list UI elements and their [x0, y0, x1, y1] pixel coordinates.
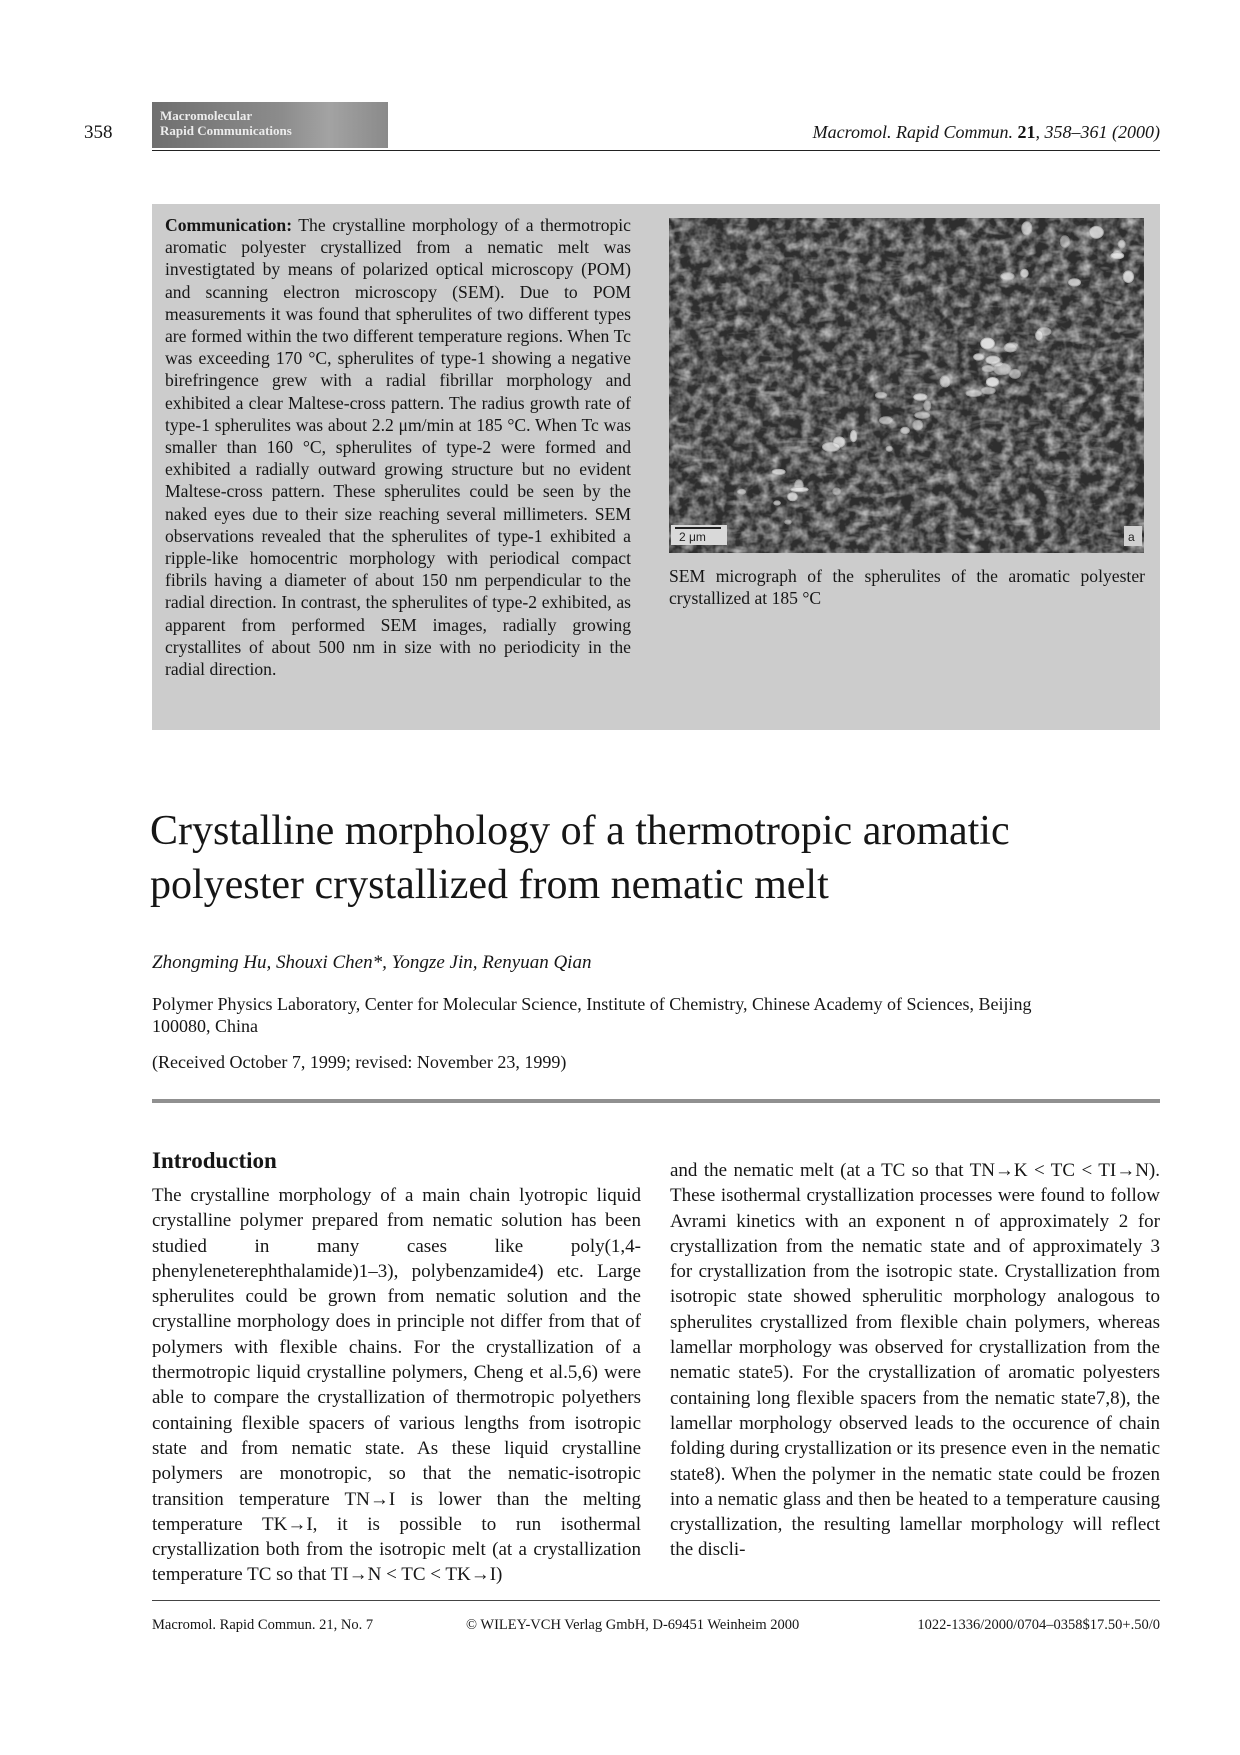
abstract-label: Communication: — [165, 215, 293, 235]
abstract-text — [165, 214, 631, 680]
sem-particle — [914, 394, 927, 401]
sem-particle — [823, 443, 840, 452]
sem-particle — [901, 427, 910, 433]
sem-particle — [833, 488, 841, 495]
sem-particle — [966, 390, 981, 397]
sem-particle — [1118, 240, 1125, 248]
introduction-right-column: and the nematic melt (at a TC so that TN→K < TC < TI→N). These isothermal crystallization processes were found to follow Avrami kinetics with an exponent n of approximately 2 for crystallization from the nematic state and of approximately 3 for crystallization from the isotropic state. Crystallization from isotropic state showed spherulitic morphology analogous to spherulites crystallized from flexible chain polymers, whereas lamellar morphology was observed for crystallization from the nematic state5). For the crystallization of aromatic polyesters containing long flexible spacers from the nematic state7,8), the lamellar morphology observed leads to the occurence of chain folding during crystallization or its presence even in the nematic state8). When the polymer in the nematic state could be frozen into a nematic glass and then be heated to a temperature causing crystallization, the resulting lamellar morphology will reflect the discli- — [670, 1160, 1160, 1561]
sem-particle — [981, 387, 995, 394]
sem-particle — [924, 401, 931, 411]
sem-particle — [940, 376, 950, 387]
footer-citation: Macromol. Rapid Commun. 21, No. 7 — [152, 1617, 374, 1633]
footer-rule — [152, 1600, 1160, 1601]
received-dates: (Received October 7, 1999; revised: November 23, 1999) — [152, 1052, 567, 1072]
sem-particle — [1036, 331, 1043, 341]
sem-particle — [986, 378, 998, 387]
footer-copyright: © WILEY-VCH Verlag GmbH, D-69451 Weinheim 2000 — [466, 1617, 800, 1633]
logo-line-2: Rapid Communications — [160, 123, 292, 138]
panel-label: a — [1128, 530, 1135, 544]
sem-particle — [913, 420, 923, 430]
sem-particle — [1004, 343, 1016, 352]
introduction-left-column: The crystalline morphology of a main chain lyotropic liquid crystalline polymer prepared from nematic solution has been studied in many cases like poly(1,4-phenyleneterephthalamide)1–3), polybenzamide4) etc. Large spherulites could be grown from nematic solution and the crystalline morphology does in principle not differ from that of polymers with flexible chains. For the crystallization of a thermotropic liquid crystalline polymers, Cheng et al.5,6) were able to compare the crystallization of thermotropic polyethers containing flexible spacers of various lengths from isotropic state and from nematic state. As these liquid crystalline polymers are monotropic, so that the nematic-isotropic transition temperature TN→I is lower than the melting temperature TK→I, it is possible to run isothermal crystallization both from the isotropic melt (at a crystallization temperature TC so that TI→N < TC < TK→I) — [152, 1185, 641, 1586]
sem-particle — [772, 469, 785, 474]
journal-volume: 21 — [1017, 122, 1036, 142]
footer-code: 1022-1336/2000/0704–0358$17.50+.50/0 — [917, 1617, 1160, 1633]
sem-particle — [1090, 226, 1104, 238]
sem-particle — [982, 366, 994, 372]
sem-particle — [791, 487, 808, 491]
journal-logo — [152, 102, 388, 148]
page-number: 358 — [84, 122, 113, 143]
sem-particle — [774, 501, 781, 505]
logo-line-1: Macromolecular — [160, 108, 253, 123]
sem-particle — [1010, 369, 1021, 378]
sem-particle — [981, 338, 995, 349]
sem-particle — [986, 356, 1000, 364]
sem-particle — [1021, 269, 1029, 277]
sem-particle — [788, 493, 798, 501]
sem-particle — [875, 392, 886, 398]
sem-particle — [785, 520, 791, 524]
journal-reference — [813, 122, 1160, 143]
header-rule — [152, 150, 1160, 151]
sem-particle — [1022, 222, 1032, 235]
article-authors: Zhongming Hu, Shouxi Chen*, Yongze Jin, Renyuan Qian — [152, 952, 592, 973]
journal-name: Macromol. Rapid Commun. — [812, 122, 1013, 142]
sem-particle — [850, 430, 856, 441]
sem-particle — [1001, 273, 1014, 280]
sem-particle — [738, 489, 746, 494]
sem-micrograph — [669, 218, 1144, 553]
sem-particle — [886, 446, 892, 451]
sem-particle — [1060, 236, 1069, 247]
sem-micrograph-image — [669, 218, 1144, 553]
abstract-body: The crystalline morphology of a thermotropic aromatic polyester crystallized from a nematic melt was investigtated by means of polarized optical microscopy (POM) and scanning electron microscopy (SEM). Due to POM measurements it was found that spherulites of two different types are formed within the two different temperature regions. When Tc was exceeding 170 °C, spherulites of type-1 showing a negative birefringence grew with a radial fibrillar morphology and exhibited a clear Maltese-cross pattern. The radius growth rate of type-1 spherulites was about 2.2 μm/min at 185 °C. When Tc was smaller than 160 °C, spherulites of type-2 were formed and exhibited a radially outward growing structure but no evident Maltese-cross pattern. These spherulites could be seen by the naked eyes due to their size reaching several millimeters. SEM observations revealed that the spherulites of type-1 exhibited a ripple-like homocentric morphology with periodical compact fibrils having a diameter of about 150 nm perpendicular to the radial direction. In contrast, the spherulites of type-2 exhibited, as apparent from performed SEM images, radially growing crystallites of about 500 nm in size with no periodicity in the radial direction. — [165, 215, 631, 680]
sem-particle — [1111, 253, 1124, 259]
section-divider — [152, 1099, 1160, 1103]
sem-particle — [1123, 271, 1133, 283]
sem-particle — [974, 354, 984, 360]
introduction-heading: Introduction — [152, 1148, 277, 1173]
article-affiliation: Polymer Physics Laboratory, Center for Molecular Science, Institute of Chemistry, Chinese Academy of Sciences, Beijing 100080, China — [152, 994, 1032, 1036]
scale-bar-label: 2 μm — [679, 530, 706, 544]
sem-particle — [1069, 279, 1081, 286]
sem-particle — [880, 417, 893, 424]
journal-pages-year: , 358–361 (2000) — [1035, 122, 1160, 142]
sem-particle — [915, 412, 930, 418]
figure-caption: SEM micrograph of the spherulites of the aromatic polyester crystallized at 185 °C — [669, 566, 1145, 608]
article-title: Crystalline morphology of a thermotropic aromatic polyester crystallized from nematic melt — [150, 808, 1010, 908]
